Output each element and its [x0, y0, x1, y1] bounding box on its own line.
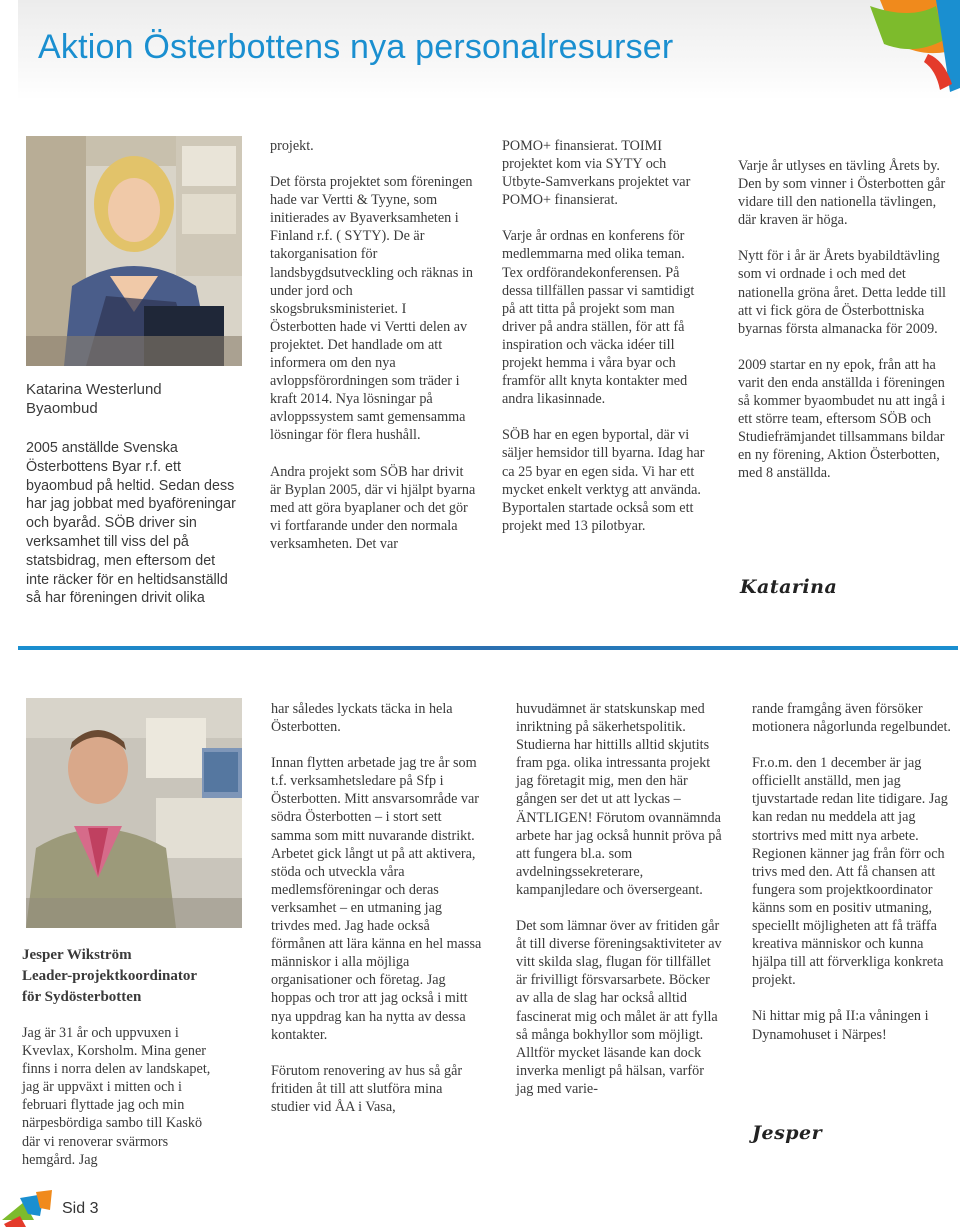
katarina-col3-p1: POMO+ finansierat. TOIMI projektet kom via SYTY och Utbyte-Samverkans projektet var POMO+ finansierat. — [502, 138, 691, 209]
jesper-column-3 — [516, 700, 722, 1098]
katarina-column-4 — [738, 157, 950, 483]
katarina-col2-p1: projekt. — [270, 138, 314, 154]
katarina-role: Byaombud — [26, 400, 98, 418]
katarina-col4-p2: Nytt för i år är Årets byabildtävling som vi ordnade i och med det nationella gröna året. Detta ledde till att vi fick göra de Österbottniska byarnas första almanacka för 2009. — [738, 248, 946, 337]
page-title: Aktion Österbottens nya personalresurser — [38, 28, 674, 66]
katarina-name: Katarina Westerlund — [26, 381, 162, 398]
jesper-role-1: Leader-projektkoordinator — [22, 968, 197, 984]
aktion-logo-icon — [840, 0, 960, 100]
jesper-name: Jesper Wikström — [22, 947, 132, 963]
katarina-col4-p3: 2009 startar en ny epok, från att ha varit den enda anställda i föreningen så kommer byaombudet nu att ingå i ett större team, eftersom SÖB och Studiefrämjandet tillsammans bildar en ny förening, Aktion Österbotten, med 8 anställda. — [738, 356, 946, 482]
jesper-col4-p1: rande framgång även försöker motionera någorlunda regelbundet. — [752, 701, 951, 736]
jesper-column-2 — [271, 700, 483, 1116]
jesper-caption — [22, 945, 242, 1008]
katarina-photo — [26, 136, 242, 366]
section-divider — [18, 646, 958, 650]
katarina-col4-p1: Varje år utlyses en tävling Årets by. Den by som vinner i Österbotten går vidare till den nationella tävlingen, där kraven är höga. — [738, 158, 946, 229]
katarina-col3-p3: SÖB har en egen byportal, där vi säljer hemsidor till byarna. Idag har ca 25 byar en egen sida. Vi har ett mycket enkelt verktyg att använda. Byportalen startade också som ett projekt med 13 pilotbyar. — [502, 427, 705, 534]
katarina-column-1 — [26, 439, 236, 608]
jesper-col2-p1: har således lyckats täcka in hela Österbotten. — [271, 701, 453, 736]
jesper-col1-text: Jag är 31 år och uppvuxen i Kvevlax, Korsholm. Mina gener finns i norra delen av landskapet, jag är uppväxt i mitten och i februari flyttade jag och min närpesbördiga sambo till Kaskö där vi renoverar svärmors hemgård. Jag — [22, 1025, 211, 1168]
jesper-column-1 — [22, 1024, 222, 1169]
jesper-column-4 — [752, 700, 956, 1044]
jesper-col3-p1: huvudämnet är statskunskap med inriktning på säkerhetspolitik. Studierna har hittills alltid skjutits fram pga. olika intressanta projekt jag företagit mig, men den här gången ser det ut att lyckas – ÄNTLIGEN! Förutom ovannämnda arbete har jag också hunnit pröva på att fungera bl.a. som avdelningssekreterare, kampanjledare och översergeant. — [516, 701, 722, 898]
katarina-column-2 — [270, 137, 476, 553]
jesper-col3-p2: Det som lämnar över av fritiden går åt till diverse föreningsaktiviteter av vitt skilda slag, flugan för tillfället är frivilligt försvarsarbete. Böcker av alla de slag har också alltid fascinerat mig och målet är att fylla så många bokhyllor som möjligt. Alltför mycket läsande kan dock inverka menligt på hälsan, varför jag med varie- — [516, 918, 722, 1097]
katarina-signature: Katarina — [740, 576, 838, 598]
page-number: Sid 3 — [62, 1200, 99, 1217]
jesper-col2-p3: Förutom renovering av hus så går fritiden åt till att slutföra mina studier vid ÅA i Vasa, — [271, 1062, 463, 1115]
jesper-photo — [26, 698, 242, 928]
katarina-col1-text: 2005 anställde Svenska Österbottens Byar r.f. ett byaombud på heltid. Sedan dess har jag jobbat med byaföreningar och byaråd. SÖB driver sin verksamhet till viss del på statsbidrag, men eftersom det inte räcker för en heltidsanställd så har föreningen drivit olika — [26, 440, 236, 607]
jesper-col4-p2: Fr.o.m. den 1 december är jag officiellt anställd, men jag tjuvstartade redan lite tidigare. Jag kan redan nu meddela att jag stortrivs med mitt nya arbete. Regionen känner jag från förr och trivs med den. Att få chansen att fungera som projektkoordinator känns som en positiv utmaning, speciellt möjligheten att få träffa kreativa människor och kunna hjälpa till att förverkliga konkreta projekt. — [752, 755, 948, 989]
katarina-caption — [26, 380, 242, 419]
jesper-col2-p2: Innan flytten arbetade jag tre år som t.f. verksamhetsledare på Sfp i Österbotten. Mitt ansvarsområde var södra Österbotten – i stort sett samma som mitt nuvarande distrikt. Arbetet gick långt ut på att aktivera, stöda och utveckla våra medlemsföreningar och deras verksamhet – en utmaning jag trivdes med. Jag hade också förmånen att lära känna en hel massa människor i alla möjliga organisationer och företag. Jag hoppas och tror att jag också i mitt nya uppdrag kan ha nytta av dessa kontakter. — [271, 755, 482, 1043]
katarina-col3-p2: Varje år ordnas en konferens för medlemmarna med olika teman. Tex ordförandekonferensen. På dessa tillfällen passar vi samtidigt på att titta på projekt som man driver på andra ställen, för att få inspiration och väcka idéer till projekt hemma i våra byar och framför allt knyta kontakter med andra likasinnade. — [502, 228, 695, 408]
jesper-signature: Jesper — [752, 1122, 823, 1144]
jesper-col4-p3: Ni hittar mig på II:a våningen i Dynamohuset i Närpes! — [752, 1008, 929, 1043]
katarina-col2-p3: Andra projekt som SÖB har drivit är Byplan 2005, där vi hjälpt byarna med att göra byaplaner och det gör vi fortfarande under den normala verksamheten. Det var — [270, 463, 476, 552]
katarina-col2-p2: Det första projektet som föreningen hade var Vertti & Tyyne, som initierades av Byaverksamheten i Finland r.f. ( SYTY). De är takorganisation för landsbygdsutveckling och räknas in under jord och skogsbruksministeriet. I Österbotten hade vi Vertti delen av projektet. Det handlade om att informera om den nya avloppsförordningen som träder i kraft 2014. Nya lösningar på avloppssystem samt gemensamma lösningar för flera hushåll. — [270, 174, 473, 444]
katarina-column-3 — [502, 137, 708, 535]
jesper-role-2: för Sydösterbotten — [22, 989, 142, 1005]
aktion-logo-small-icon — [0, 1190, 54, 1227]
